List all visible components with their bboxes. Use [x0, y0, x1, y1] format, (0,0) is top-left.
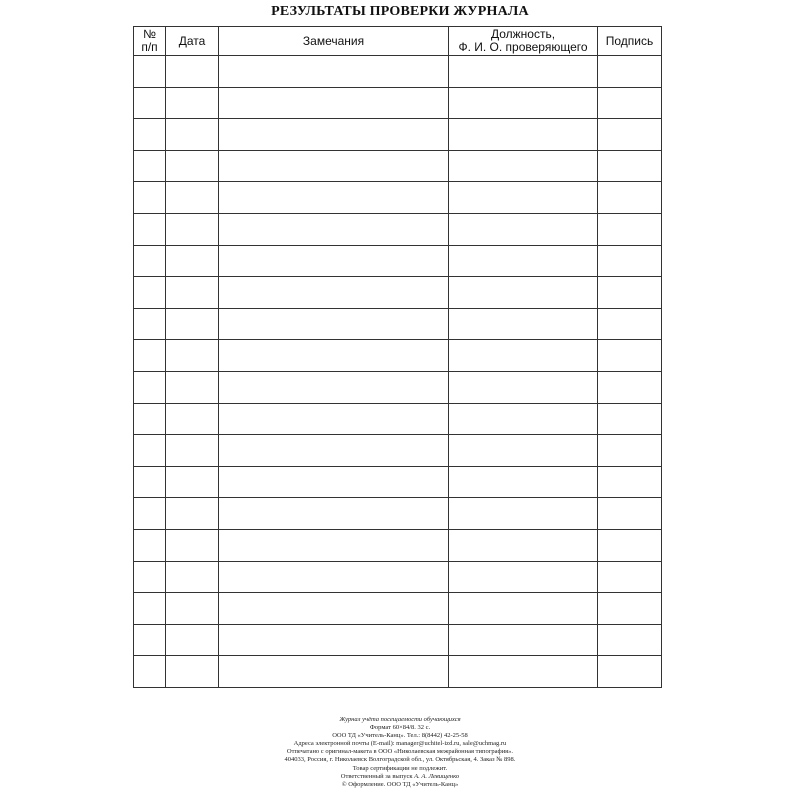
cell-position [449, 656, 598, 688]
cell-number [134, 182, 166, 214]
table-row [134, 182, 662, 214]
cell-date [166, 529, 219, 561]
cell-remarks [219, 498, 449, 530]
cell-remarks [219, 529, 449, 561]
cell-signature [598, 87, 662, 119]
cell-number [134, 119, 166, 151]
cell-position [449, 340, 598, 372]
cell-remarks [219, 340, 449, 372]
cell-signature [598, 277, 662, 309]
cell-position [449, 624, 598, 656]
cell-remarks [219, 277, 449, 309]
cell-number [134, 87, 166, 119]
cell-date [166, 561, 219, 593]
cell-number [134, 656, 166, 688]
header-number-line1: № [143, 27, 156, 41]
footer-line-copyright: © Оформление. ООО ТД «Учитель-Канц» [341, 780, 459, 788]
cell-date [166, 119, 219, 151]
cell-signature [598, 150, 662, 182]
cell-signature [598, 466, 662, 498]
footer-line-publisher: ООО ТД «Учитель-Канц». Тел.: 8(8442) 42-25-58 [332, 732, 468, 740]
cell-remarks [219, 308, 449, 340]
cell-date [166, 340, 219, 372]
cell-remarks [219, 624, 449, 656]
cell-remarks [219, 656, 449, 688]
cell-remarks [219, 245, 449, 277]
cell-remarks [219, 56, 449, 88]
cell-date [166, 308, 219, 340]
cell-number [134, 624, 166, 656]
cell-signature [598, 56, 662, 88]
cell-number [134, 498, 166, 530]
cell-number [134, 340, 166, 372]
cell-position [449, 529, 598, 561]
cell-date [166, 87, 219, 119]
header-signature: Подпись [598, 27, 662, 56]
cell-number [134, 56, 166, 88]
cell-position [449, 245, 598, 277]
table-body [134, 56, 662, 688]
cell-position [449, 561, 598, 593]
cell-number [134, 403, 166, 435]
cell-date [166, 277, 219, 309]
footer-line-responsible [0, 773, 800, 781]
cell-remarks [219, 593, 449, 625]
cell-position [449, 435, 598, 467]
cell-date [166, 498, 219, 530]
table-row [134, 593, 662, 625]
cell-signature [598, 245, 662, 277]
cell-remarks [219, 119, 449, 151]
cell-number [134, 150, 166, 182]
cell-date [166, 56, 219, 88]
inspection-results-table [133, 26, 662, 688]
cell-position [449, 213, 598, 245]
cell-date [166, 435, 219, 467]
cell-number [134, 371, 166, 403]
cell-remarks [219, 371, 449, 403]
table-row [134, 119, 662, 151]
footer-line-title: Журнал учёта посещаемости обучающихся [339, 716, 461, 723]
cell-signature [598, 182, 662, 214]
cell-remarks [219, 561, 449, 593]
cell-date [166, 593, 219, 625]
cell-signature [598, 529, 662, 561]
footer-responsible-prefix: Ответственный за выпуск [340, 772, 415, 780]
cell-signature [598, 340, 662, 372]
cell-number [134, 466, 166, 498]
cell-position [449, 466, 598, 498]
cell-signature [598, 308, 662, 340]
table-row [134, 277, 662, 309]
cell-position [449, 56, 598, 88]
table-row [134, 561, 662, 593]
cell-position [449, 87, 598, 119]
cell-number [134, 435, 166, 467]
cell-remarks [219, 182, 449, 214]
cell-date [166, 182, 219, 214]
cell-remarks [219, 466, 449, 498]
header-date: Дата [166, 27, 219, 56]
table-row [134, 656, 662, 688]
cell-signature [598, 435, 662, 467]
cell-number [134, 245, 166, 277]
cell-date [166, 371, 219, 403]
cell-signature [598, 498, 662, 530]
cell-signature [598, 119, 662, 151]
table-row [134, 529, 662, 561]
cell-date [166, 656, 219, 688]
cell-position [449, 498, 598, 530]
table-row [134, 498, 662, 530]
table-row [134, 435, 662, 467]
cell-number [134, 277, 166, 309]
footer-line-email: Адреса электронной почты (E-mail): manager@uchitel-izd.ru, sale@uchmag.ru [293, 740, 507, 748]
footer-line-format: Формат 60×84/8. 32 с. [369, 724, 431, 732]
header-number [134, 27, 166, 56]
cell-remarks [219, 403, 449, 435]
page-title: РЕЗУЛЬТАТЫ ПРОВЕРКИ ЖУРНАЛА [271, 4, 529, 19]
table-row [134, 308, 662, 340]
footer-line-address: 404033, Россия, г. Николаевск Волгоградской обл., ул. Октябрьская, 4. Заказ № 898. [284, 756, 516, 764]
table-row [134, 245, 662, 277]
cell-remarks [219, 87, 449, 119]
cell-position [449, 182, 598, 214]
footer-responsible-name: А. А. Левищенко [414, 772, 460, 780]
cell-signature [598, 371, 662, 403]
header-position-line2: Ф. И. О. проверяющего [458, 40, 588, 54]
table-row [134, 403, 662, 435]
cell-signature [598, 656, 662, 688]
cell-number [134, 308, 166, 340]
cell-signature [598, 624, 662, 656]
header-remarks: Замечания [219, 27, 449, 56]
cell-date [166, 624, 219, 656]
cell-number [134, 529, 166, 561]
cell-position [449, 150, 598, 182]
table-row [134, 624, 662, 656]
cell-position [449, 308, 598, 340]
cell-date [166, 403, 219, 435]
cell-signature [598, 561, 662, 593]
footer-line-certification: Товар сертификации не подлежит. [352, 764, 448, 772]
table-row [134, 87, 662, 119]
table-row [134, 340, 662, 372]
cell-signature [598, 593, 662, 625]
cell-remarks [219, 435, 449, 467]
cell-remarks [219, 150, 449, 182]
header-position-line1: Должность, [490, 27, 556, 41]
cell-number [134, 593, 166, 625]
cell-position [449, 593, 598, 625]
cell-position [449, 277, 598, 309]
table-row [134, 150, 662, 182]
table-row [134, 56, 662, 88]
cell-position [449, 119, 598, 151]
table-row [134, 213, 662, 245]
cell-number [134, 561, 166, 593]
cell-number [134, 213, 166, 245]
header-position [449, 27, 598, 56]
cell-position [449, 371, 598, 403]
cell-date [166, 245, 219, 277]
imprint-footer [0, 716, 800, 789]
cell-date [166, 213, 219, 245]
cell-position [449, 403, 598, 435]
table-row [134, 466, 662, 498]
cell-signature [598, 213, 662, 245]
cell-signature [598, 403, 662, 435]
table-header-row [134, 27, 662, 56]
header-number-line2: п/п [141, 40, 158, 54]
cell-date [166, 466, 219, 498]
footer-line-printed: Отпечатано с оригинал-макета в ООО «Николаевская межрайонная типография». [286, 748, 514, 756]
table-row [134, 371, 662, 403]
cell-remarks [219, 213, 449, 245]
cell-date [166, 150, 219, 182]
